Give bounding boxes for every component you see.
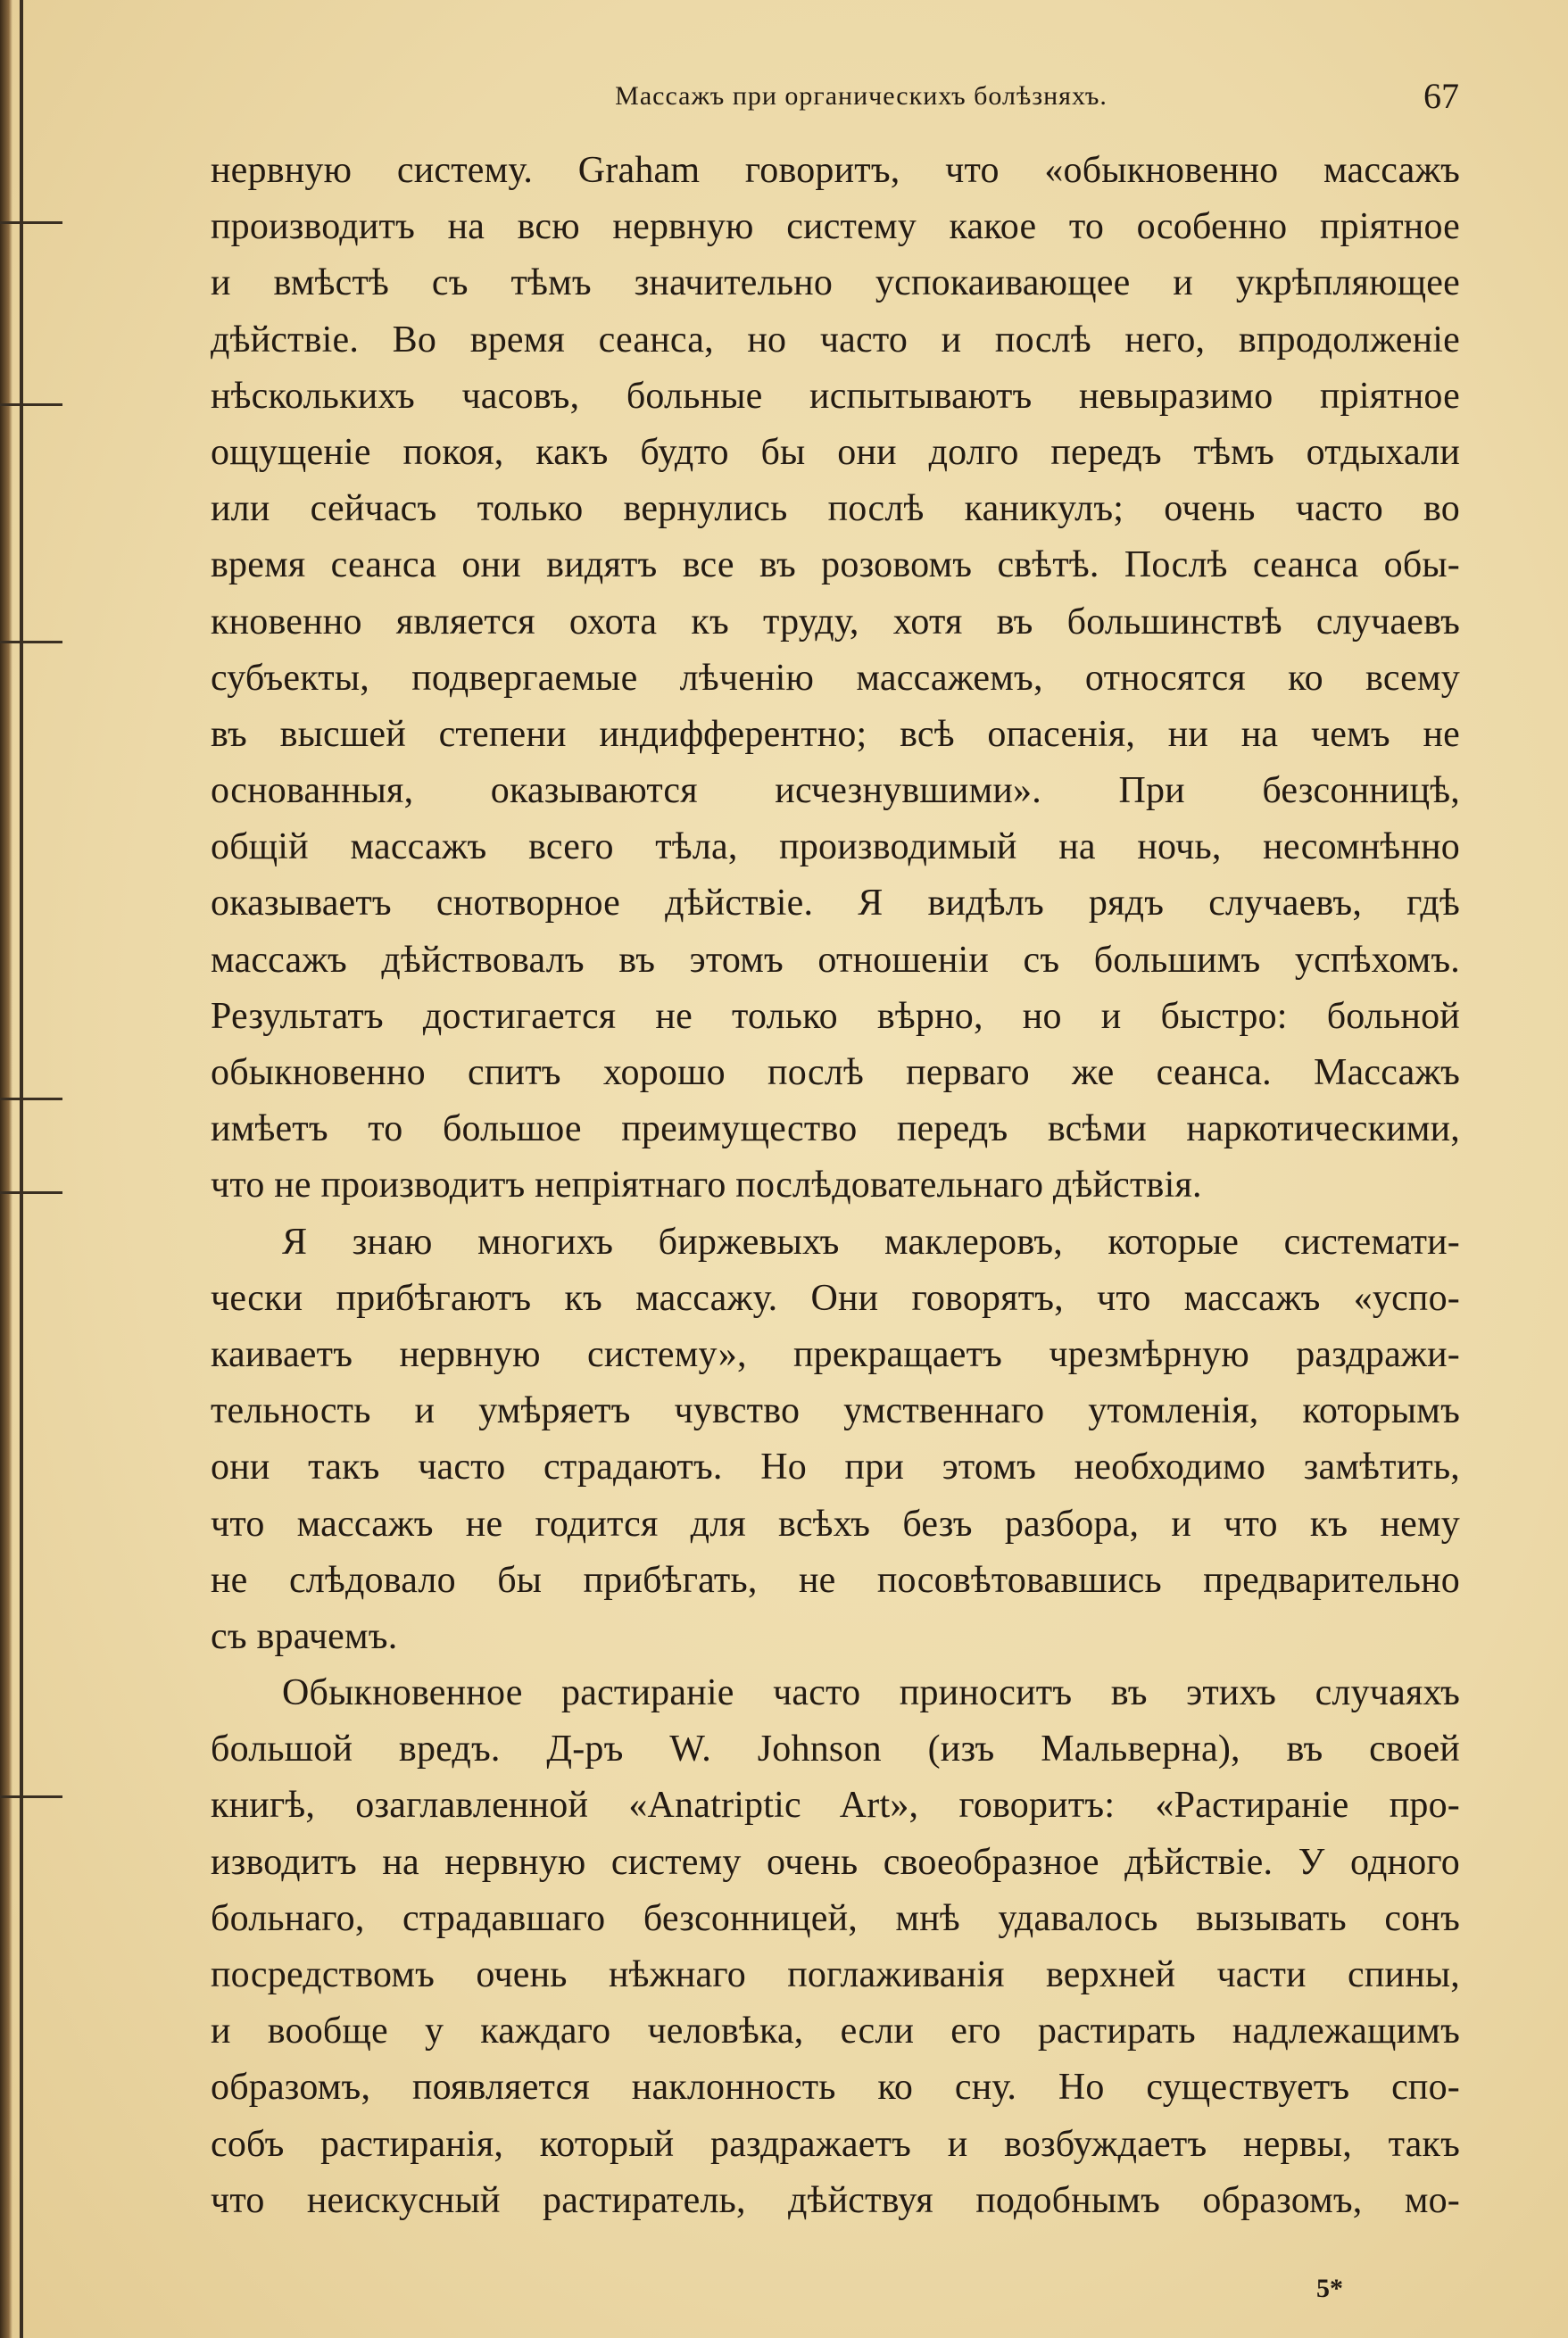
running-title: Массажъ при органическихъ болѣзняхъ. — [615, 81, 1108, 111]
text-line: образомъ, появляется наклонность ко сну. Но существуетъ спо- — [211, 2067, 1460, 2109]
text-line: имѣетъ то большое преимущество передъ всѣми наркотическими, — [211, 1108, 1460, 1150]
text-line: нервную систему. Graham говоритъ, что «обыкновенно массажъ — [211, 150, 1460, 191]
text-line: Результатъ достигается не только вѣрно, но и быстро: больной — [211, 995, 1460, 1037]
text-line: или сейчасъ только вернулись послѣ каникулъ; очень часто во — [211, 488, 1460, 530]
text-line: нѣсколькихъ часовъ, больные испытываютъ невыразимо пріятное — [211, 375, 1460, 417]
text-line: не слѣдовало бы прибѣгать, не посовѣтовавшись предварительно — [211, 1559, 1460, 1601]
text-line: кновенно является охота къ труду, хотя въ большинствѣ случаевъ — [211, 601, 1460, 643]
text-line: большой вредъ. Д-ръ W. Johnson (изъ Мальверна), въ своей — [211, 1729, 1460, 1770]
text-line: изводитъ на нервную систему очень своеобразное дѣйствіе. У одного — [211, 1841, 1460, 1883]
text-line: субъекты, подвергаемые лѣченію массажемъ, относятся ко всему — [211, 657, 1460, 699]
text-line: производитъ на всю нервную систему какое то особенно пріятное — [211, 206, 1460, 248]
text-line: время сеанса они видятъ все въ розовомъ свѣтѣ. Послѣ сеанса обы- — [211, 544, 1460, 586]
text-line: Обыкновенное растираніе часто приноситъ въ этихъ случаяхъ — [282, 1672, 1460, 1714]
text-line: они такъ часто страдаютъ. Но при этомъ необходимо замѣтить, — [211, 1447, 1460, 1488]
text-line: Я знаю многихъ биржевыхъ маклеровъ, которые системати- — [282, 1221, 1460, 1263]
text-line: оказываетъ снотворное дѣйствіе. Я видѣлъ рядъ случаевъ, гдѣ — [211, 883, 1460, 924]
text-line: общій массажъ всего тѣла, производимый на ночь, несомнѣнно — [211, 826, 1460, 868]
page-header — [210, 70, 1459, 123]
text-line: массажъ дѣйствовалъ въ этомъ отношеніи съ большимъ успѣхомъ. — [211, 939, 1460, 981]
text-line: въ высшей степени индифферентно; всѣ опасенія, ни на чемъ не — [211, 713, 1460, 755]
text-line: и вмѣстѣ съ тѣмъ значительно успокаивающее и укрѣпляющее — [211, 262, 1460, 304]
margin-tick — [0, 403, 62, 406]
margin-tick — [0, 641, 62, 643]
text-line: что неискусный растиратель, дѣйствуя подобнымъ образомъ, мо- — [211, 2179, 1460, 2221]
text-line: больнаго, страдавшаго безсонницей, мнѣ удавалось вызывать сонъ — [211, 1897, 1460, 1939]
margin-tick — [0, 1098, 62, 1100]
margin-tick — [0, 1795, 62, 1798]
text-line: посредствомъ очень нѣжнаго поглаживанія верхней части спины, — [211, 1954, 1460, 1995]
margin-tick — [0, 221, 62, 224]
text-line: ощущеніе покоя, какъ будто бы они долго передъ тѣмъ отдыхали — [211, 431, 1460, 473]
text-line: что массажъ не годится для всѣхъ безъ разбора, и что къ нему — [211, 1503, 1460, 1545]
body-text — [211, 143, 1460, 2229]
page-binding-edge — [0, 0, 12, 2338]
text-line: каиваетъ нервную систему», прекращаетъ чрезмѣрную раздражи- — [211, 1333, 1460, 1375]
text-line: дѣйствіе. Во время сеанса, но часто и послѣ него, впродолженіе — [211, 319, 1460, 361]
text-line: основанныя, оказываются исчезнувшими». При безсонницѣ, — [211, 770, 1460, 812]
margin-rule — [20, 0, 23, 2338]
text-line: книгѣ, озаглавленной «Anatriptic Art», говоритъ: «Растираніе про- — [211, 1785, 1460, 1827]
text-line: съ врачемъ. — [211, 1615, 398, 1657]
text-line: тельность и умѣряетъ чувство умственнаго утомленія, которымъ — [211, 1390, 1460, 1432]
page-number: 67 — [1423, 76, 1459, 116]
text-line: собъ растиранія, который раздражаетъ и возбуждаетъ нервы, такъ — [211, 2123, 1460, 2165]
margin-tick — [0, 1191, 62, 1194]
text-line: обыкновенно спитъ хорошо послѣ перваго же сеанса. Массажъ — [211, 1052, 1460, 1093]
text-line: и вообще у каждаго человѣка, если его растирать надлежащимъ — [211, 2011, 1460, 2052]
text-line: что не производитъ непріятнаго послѣдовательнаго дѣйствія. — [211, 1165, 1202, 1206]
signature-mark: 5* — [1316, 2274, 1343, 2303]
text-line: чески прибѣгаютъ къ массажу. Они говорятъ, что массажъ «успо- — [211, 1277, 1460, 1319]
